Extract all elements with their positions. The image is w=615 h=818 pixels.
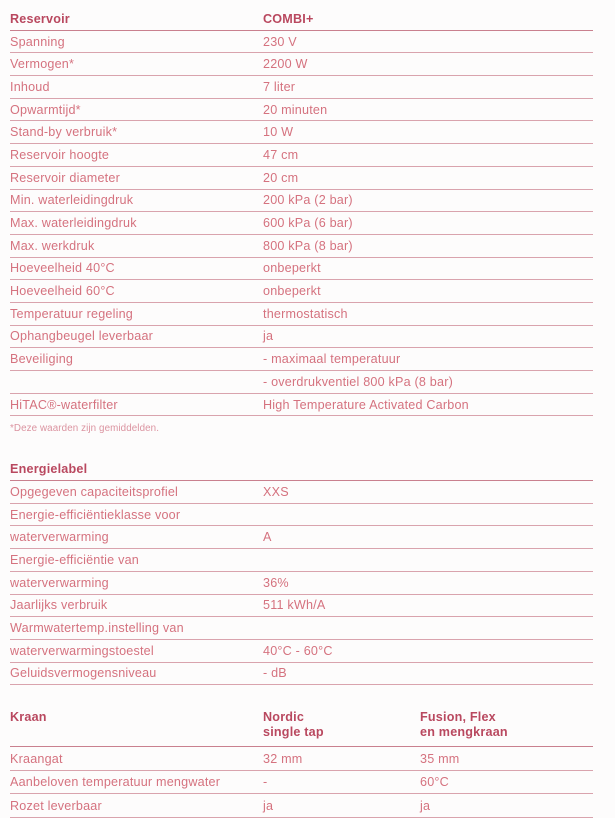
kraan-rows (10, 747, 593, 818)
spec-value: - dB (263, 666, 287, 681)
spec-value: thermostatisch (263, 306, 348, 321)
spec-label: Opwarmtijd* (10, 102, 81, 117)
spec-value: 511 kWh/A (263, 598, 326, 613)
spec-row (10, 617, 593, 640)
energielabel-section (10, 458, 593, 685)
spec-value: ja (263, 329, 274, 344)
spec-row (10, 481, 593, 504)
spec-row (10, 326, 593, 349)
spec-label: Hoeveelheid 40°C (10, 261, 115, 276)
spec-value: 36% (263, 575, 289, 590)
spec-label: Beveiliging (10, 352, 74, 367)
spec-row (10, 640, 593, 663)
spec-label: Max. werkdruk (10, 238, 95, 253)
footnote: *Deze waarden zijn gemiddelden. (10, 423, 160, 435)
spec-label: Geluidsvermogensniveau (10, 666, 157, 681)
nordic-single-tap-value: ja (263, 798, 274, 813)
spec-row (10, 280, 593, 303)
spec-label: waterverwarmingstoestel (10, 643, 154, 658)
spec-value: - overdrukventiel 800 kPa (8 bar) (263, 374, 453, 389)
fusion-flex-mengkraan-value: 35 mm (420, 751, 460, 766)
spec-row (10, 595, 593, 618)
spec-label: Aanbeloven temperatuur mengwater (10, 775, 221, 790)
reservoir-header-row (10, 8, 593, 31)
spec-label: Reservoir hoogte (10, 147, 110, 162)
kraan-col2-header-line2: single tap (263, 725, 324, 740)
spec-label: waterverwarming (10, 530, 109, 545)
spec-row (10, 212, 593, 235)
spec-row (10, 121, 593, 144)
spec-row (10, 371, 593, 394)
spec-value: High Temperature Activated Carbon (263, 397, 469, 412)
spec-row (10, 771, 593, 795)
spec-row (10, 144, 593, 167)
spec-label: Rozet leverbaar (10, 798, 102, 813)
spec-value: onbeperkt (263, 261, 321, 276)
nordic-single-tap-value: 32 mm (263, 751, 303, 766)
spec-label: waterverwarming (10, 575, 109, 590)
kraan-col2-header (263, 710, 420, 740)
spec-label: Jaarlijks verbruik (10, 598, 108, 613)
spec-value: 40°C - 60°C (263, 643, 333, 658)
spec-value: 10 W (263, 125, 294, 140)
spec-label: Vermogen* (10, 57, 75, 72)
spec-label: Energie-efficiëntieklasse voor (10, 507, 181, 522)
spec-label: Spanning (10, 34, 65, 49)
kraan-col3-header-line2: en mengkraan (420, 725, 508, 740)
reservoir-rows (10, 31, 593, 417)
spec-value: A (263, 530, 272, 545)
spec-row (10, 663, 593, 686)
spec-row (10, 167, 593, 190)
spec-label: Hoeveelheid 60°C (10, 284, 115, 299)
kraan-col3-header-line1: Fusion, Flex (420, 710, 496, 725)
kraan-col2-header-line1: Nordic (263, 710, 305, 725)
kraan-section (10, 709, 593, 818)
spec-label: Kraangat (10, 751, 63, 766)
spec-label: Temperatuur regeling (10, 306, 134, 321)
energielabel-header-row (10, 458, 593, 481)
spec-label: HiTAC®-waterfilter (10, 397, 118, 412)
spec-value: onbeperkt (263, 284, 321, 299)
spec-row (10, 747, 593, 771)
energielabel-rows (10, 481, 593, 685)
spec-row (10, 549, 593, 572)
kraan-section-title: Kraan (10, 710, 47, 725)
spec-row (10, 504, 593, 527)
spec-label: Reservoir diameter (10, 170, 120, 185)
spec-value: 47 cm (263, 147, 299, 162)
spec-value: 600 kPa (6 bar) (263, 216, 353, 231)
spec-label: Min. waterleidingdruk (10, 193, 134, 208)
spec-row (10, 31, 593, 54)
spec-row (10, 99, 593, 122)
kraan-header-row (10, 709, 593, 747)
fusion-flex-mengkraan-value: ja (420, 798, 431, 813)
spec-value: XXS (263, 484, 289, 499)
spec-row (10, 526, 593, 549)
kraan-col3-header (420, 710, 593, 740)
fusion-flex-mengkraan-value: 60°C (420, 775, 449, 790)
product-name: COMBI+ (263, 11, 314, 26)
spec-row (10, 235, 593, 258)
energielabel-section-title: Energielabel (10, 462, 88, 477)
nordic-single-tap-value: - (263, 775, 268, 790)
reservoir-section-title: Reservoir (10, 11, 70, 26)
spec-label: Stand-by verbruik* (10, 125, 118, 140)
spec-value: 2200 W (263, 57, 308, 72)
spec-label: Ophangbeugel leverbaar (10, 329, 154, 344)
spec-label: Warmwatertemp.instelling van (10, 621, 184, 636)
spec-row (10, 303, 593, 326)
spec-row (10, 258, 593, 281)
spec-label: Opgegeven capaciteitsprofiel (10, 484, 179, 499)
spec-value: 20 minuten (263, 102, 328, 117)
spec-row (10, 348, 593, 371)
spec-label: Energie-efficiëntie van (10, 552, 139, 567)
spec-row (10, 572, 593, 595)
spec-value: 800 kPa (8 bar) (263, 238, 353, 253)
reservoir-section (10, 8, 593, 434)
spec-row (10, 794, 593, 818)
spec-value: 200 kPa (2 bar) (263, 193, 353, 208)
spec-label: Inhoud (10, 79, 50, 94)
spec-value: - maximaal temperatuur (263, 352, 401, 367)
spec-row (10, 76, 593, 99)
spec-row (10, 394, 593, 417)
spec-value: 20 cm (263, 170, 299, 185)
spec-value: 7 liter (263, 79, 296, 94)
spec-label: Max. waterleidingdruk (10, 216, 137, 231)
spec-row (10, 53, 593, 76)
spec-row (10, 190, 593, 213)
spec-value: 230 V (263, 34, 297, 49)
